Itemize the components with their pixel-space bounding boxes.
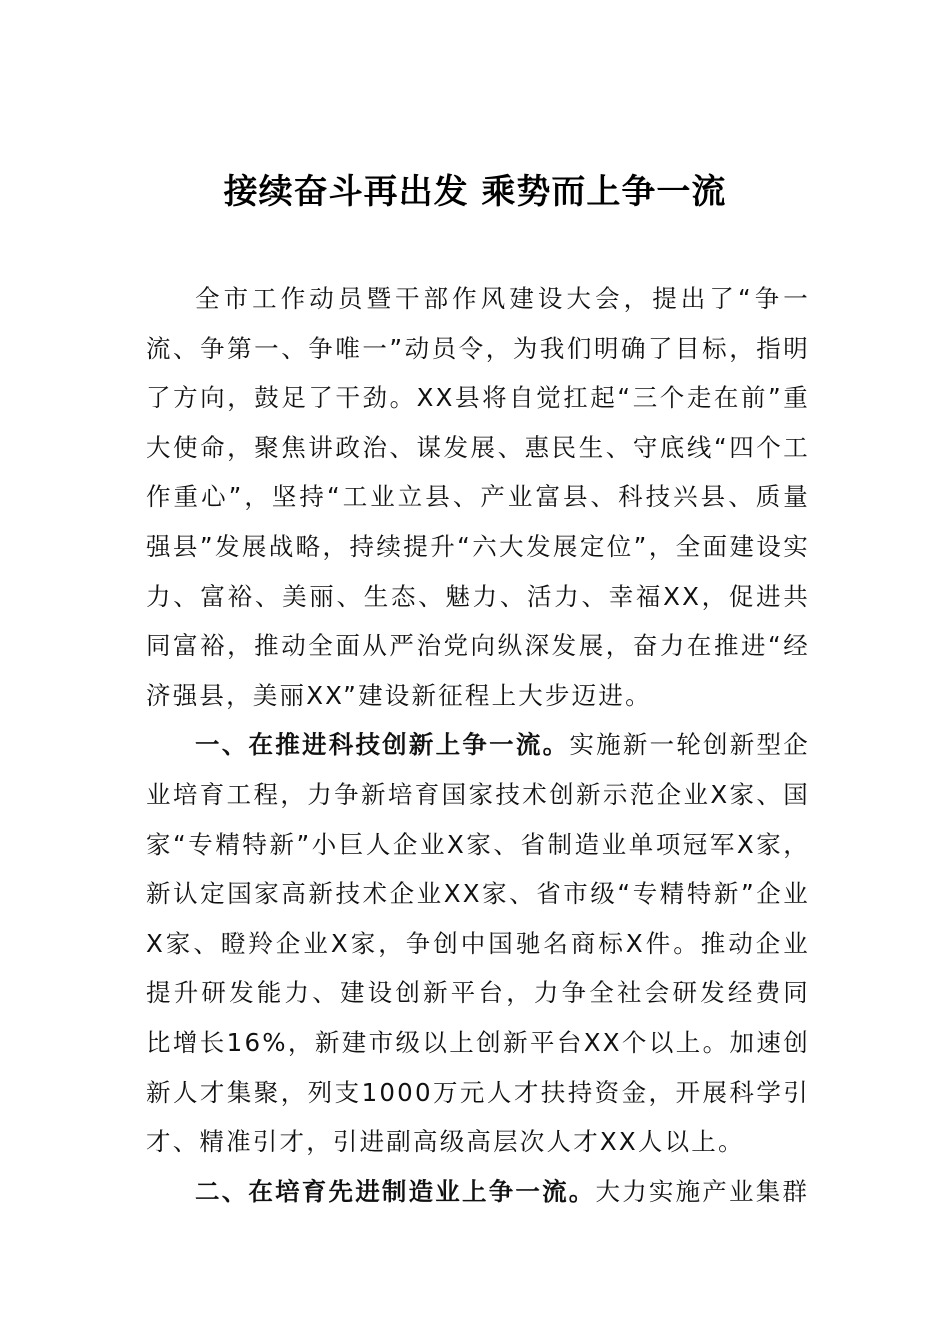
section-paragraph-2 bbox=[146, 1167, 810, 1217]
section-heading: 二、在培育先进制造业上争一流。 bbox=[195, 1176, 596, 1206]
document-body bbox=[146, 274, 810, 1216]
paragraph-text: 全市工作动员暨干部作风建设大会，提出了“争一流、争第一、争唯一”动员令，为我们明确了目标，指明了方向，鼓足了干劲。XX县将自觉扛起“三个走在前”重大使命，聚焦讲政治、谋发展、惠民生、守底线“四个工作重心”，坚持“工业立县、产业富县、科技兴县、质量强县”发展战略，持续提升“六大发展定位”，全面建设实力、富裕、美丽、生态、魅力、活力、幸福XX，促进共同富裕，推动全面从严治党向纵深发展，奋力在推进“经济强县，美丽XX”建设新征程上大步迈进。 bbox=[146, 284, 810, 710]
document-title: 接续奋斗再出发 乘势而上争一流 bbox=[223, 172, 727, 212]
paragraph-text: 大力实施产业集群 bbox=[595, 1176, 810, 1206]
section-heading: 一、在推进科技创新上争一流。 bbox=[195, 730, 570, 760]
section-paragraph-1 bbox=[146, 720, 810, 1166]
paragraph-text: 实施新一轮创新型企业培育工程，力争新培育国家技术创新示范企业X家、国家“专精特新”小巨人企业X家、省制造业单项冠军X家，新认定国家高新技术企业XX家、省市级“专精特新”企业X家、瞪羚企业X家，争创中国驰名商标X件。推动企业提升研发能力、建设创新平台，力争全社会研发经费同比增长16%，新建市级以上创新平台XX个以上。加速创新人才集聚，列支1000万元人才扶持资金，开展科学引才、精准引才，引进副高级高层次人才XX人以上。 bbox=[146, 730, 810, 1157]
intro-paragraph bbox=[146, 274, 810, 720]
